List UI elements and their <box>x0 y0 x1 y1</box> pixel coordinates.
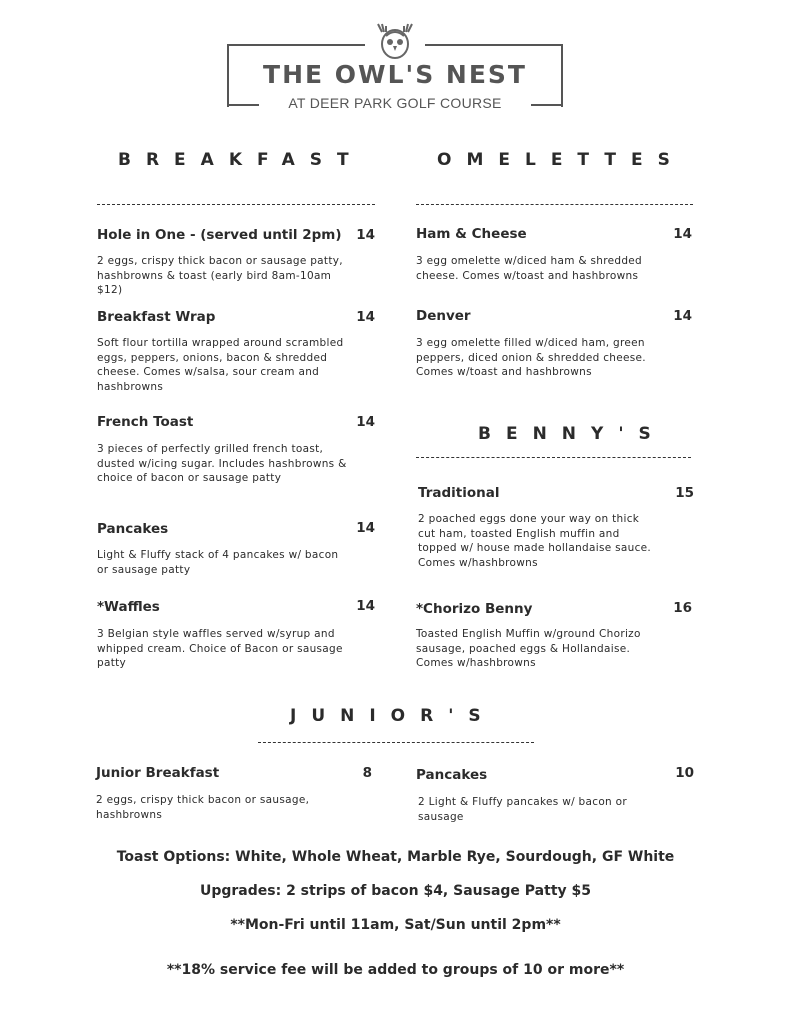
logo-subtitle: AT DEER PARK GOLF COURSE <box>288 95 502 111</box>
menu-item-name: Junior Breakfast <box>96 765 220 781</box>
menu-item-price: 10 <box>675 765 694 781</box>
bennys-divider <box>416 457 691 458</box>
juniors-divider <box>258 742 534 743</box>
menu-item-description: Soft flour tortilla wrapped around scrambled eggs, peppers, onions, bacon & shredded cheese. Comes w/salsa, sour cream and hashbrowns <box>97 337 344 393</box>
menu-item-price: 14 <box>673 226 692 242</box>
logo-subtitle-rule-left <box>227 104 259 106</box>
menu-item-description: 2 eggs, crispy thick bacon or sausage patty, hashbrowns & toast (early bird 8am-10am $12) <box>97 255 343 297</box>
menu-item-name: Hole in One - (served until 2pm) <box>97 227 342 243</box>
juniors-heading: JUNIOR'S <box>290 706 496 726</box>
service-hours: **Mon-Fri until 11am, Sat/Sun until 2pm** <box>230 917 561 933</box>
menu-item-name: Denver <box>416 308 471 324</box>
omelettes-heading: OMELETTES <box>437 150 685 170</box>
menu-item-price: 14 <box>356 520 375 536</box>
menu-item-name: Breakfast Wrap <box>97 309 216 325</box>
menu-item-name: French Toast <box>97 414 194 430</box>
menu-item-price: 15 <box>675 485 694 501</box>
menu-item-description: Light & Fluffy stack of 4 pancakes w/ bacon or sausage patty <box>97 549 339 576</box>
menu-item-name: Pancakes <box>97 521 169 537</box>
menu-item-price: 14 <box>356 227 375 243</box>
menu-item-description: 2 eggs, crispy thick bacon or sausage, hashbrowns <box>96 794 310 821</box>
bennys-heading: BENNY'S <box>478 424 666 444</box>
menu-item-price: 14 <box>356 598 375 614</box>
menu-item-price: 14 <box>356 414 375 430</box>
logo-title: THE OWL'S NEST <box>263 60 527 89</box>
menu-item-price: 14 <box>356 309 375 325</box>
toast-options: Toast Options: White, Whole Wheat, Marble Rye, Sourdough, GF White <box>116 849 675 865</box>
menu-item-name: *Chorizo Benny <box>416 601 533 617</box>
menu-item-description: 3 egg omelette filled w/diced ham, green peppers, diced onion & shredded cheese. Comes w/toast and hashbrowns <box>416 337 646 379</box>
menu-item-description: 3 Belgian style waffles served w/syrup and whipped cream. Choice of Bacon or sausage patty <box>97 628 343 670</box>
breakfast-heading: BREAKFAST <box>118 150 364 170</box>
menu-item-name: Ham & Cheese <box>416 226 527 242</box>
menu-item-price: 8 <box>362 765 372 781</box>
menu-item-name: Pancakes <box>416 767 488 783</box>
logo-subtitle-rule-right <box>531 104 563 106</box>
owl-deer-icon <box>370 20 420 62</box>
menu-item-description: 2 poached eggs done your way on thick cut ham, toasted English muffin and topped w/ house made hollandaise sauce. Comes w/hashbrowns <box>418 513 652 569</box>
menu-item-price: 16 <box>673 600 692 616</box>
omelettes-divider <box>416 204 693 205</box>
menu-item-name: Traditional <box>418 485 500 501</box>
menu-item-price: 14 <box>673 308 692 324</box>
upgrades: Upgrades: 2 strips of bacon $4, Sausage Patty $5 <box>199 883 591 899</box>
service-fee-note: **18% service fee will be added to groups of 10 or more** <box>166 962 625 978</box>
breakfast-divider <box>97 204 375 205</box>
menu-item-description: 3 pieces of perfectly grilled french toast, dusted w/icing sugar. Includes hashbrowns & choice of bacon or sausage patty <box>97 443 347 485</box>
menu-item-description: 2 Light & Fluffy pancakes w/ bacon or sausage <box>418 796 627 823</box>
menu-item-name: *Waffles <box>97 599 160 615</box>
menu-item-description: Toasted English Muffin w/ground Chorizo sausage, poached eggs & Hollandaise. Comes w/hashbrowns <box>416 628 641 670</box>
menu-item-description: 3 egg omelette w/diced ham & shredded cheese. Comes w/toast and hashbrowns <box>416 255 643 282</box>
